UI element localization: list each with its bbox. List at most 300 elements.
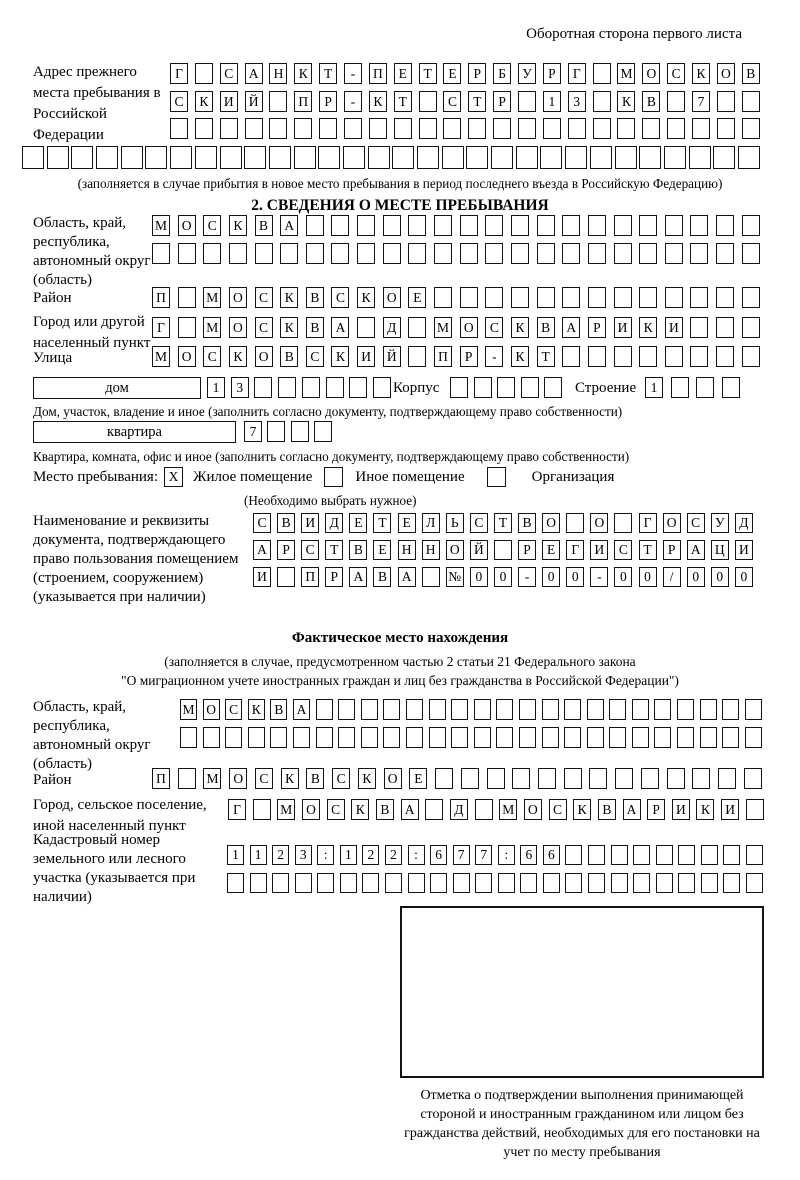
char-cell — [587, 699, 604, 720]
char-cell: О — [524, 799, 542, 820]
char-cell: К — [639, 317, 657, 338]
char-cell — [425, 799, 443, 820]
char-cell: Т — [537, 346, 555, 367]
char-cell: М — [152, 215, 170, 236]
char-cell — [357, 215, 375, 236]
char-cell — [615, 146, 637, 169]
char-cell — [408, 317, 426, 338]
char-cell: Р — [543, 63, 561, 84]
char-cell: В — [642, 91, 660, 112]
char-cell: Г — [639, 513, 657, 533]
char-cell — [742, 346, 760, 367]
char-cell: : — [317, 845, 334, 865]
char-cell: В — [255, 215, 273, 236]
char-cell: Ь — [446, 513, 464, 533]
char-cell: Д — [325, 513, 343, 533]
char-cell — [435, 768, 453, 789]
char-cell — [493, 118, 511, 139]
char-cell — [369, 118, 387, 139]
char-cell: 3 — [295, 845, 312, 865]
char-cell — [474, 377, 492, 398]
char-cell — [338, 699, 355, 720]
char-cell — [654, 727, 671, 748]
char-cell — [361, 699, 378, 720]
char-cell: С — [255, 768, 273, 789]
char-cell: 0 — [566, 567, 584, 587]
char-cell — [408, 346, 426, 367]
char-cell — [639, 215, 657, 236]
char-cell: Р — [588, 317, 606, 338]
char-cell: О — [229, 287, 247, 308]
char-cell — [306, 215, 324, 236]
char-cell: 7 — [475, 845, 492, 865]
char-cell: С — [203, 215, 221, 236]
char-cell — [742, 215, 760, 236]
char-cell — [121, 146, 143, 169]
char-cell: В — [376, 799, 394, 820]
char-cell: А — [253, 540, 271, 560]
char-cell: Т — [639, 540, 657, 560]
char-cell: С — [667, 63, 685, 84]
char-cell — [485, 243, 503, 264]
char-cell — [71, 146, 93, 169]
stay-option-other-premises-checkbox — [324, 467, 343, 487]
char-cell — [383, 727, 400, 748]
char-cell: Р — [325, 567, 343, 587]
char-cell: 6 — [520, 845, 537, 865]
char-cell: У — [518, 63, 536, 84]
char-cell — [361, 727, 378, 748]
char-cell: Е — [443, 63, 461, 84]
char-cell — [745, 699, 762, 720]
char-cell — [593, 91, 611, 112]
stroenie-label: Строение — [575, 380, 637, 396]
char-cell — [518, 91, 536, 112]
stroenie-row — [645, 377, 740, 398]
char-cell: Д — [450, 799, 468, 820]
char-cell — [543, 118, 561, 139]
char-cell — [96, 146, 118, 169]
house-type-box: дом — [33, 377, 201, 399]
char-cell: О — [178, 346, 196, 367]
actual-location-note-2: "О миграционном учете иностранных граждан и лиц без гражданства в Российской Федерации") — [121, 673, 679, 688]
char-cell: Р — [468, 63, 486, 84]
char-cell: К — [294, 63, 312, 84]
char-cell — [269, 91, 287, 112]
char-cell — [722, 377, 740, 398]
char-cell — [316, 727, 333, 748]
char-cell — [394, 118, 412, 139]
char-cell: П — [434, 346, 452, 367]
char-cell — [434, 215, 452, 236]
region-label: Область, край, республика, автономный округ (область) — [33, 215, 151, 288]
char-cell — [742, 287, 760, 308]
char-cell: О — [229, 768, 247, 789]
char-cell — [722, 727, 739, 748]
char-cell: № — [446, 567, 464, 587]
char-cell: - — [485, 346, 503, 367]
char-cell — [609, 727, 626, 748]
char-cell — [408, 215, 426, 236]
char-cell — [565, 146, 587, 169]
char-cell: Е — [394, 63, 412, 84]
char-cell — [614, 243, 632, 264]
char-cell: О — [717, 63, 735, 84]
korpus-row — [450, 377, 562, 398]
char-cell: О — [446, 540, 464, 560]
char-cell: К — [248, 699, 265, 720]
char-cell: О — [302, 799, 320, 820]
char-cell — [746, 799, 764, 820]
char-cell — [518, 118, 536, 139]
char-cell — [269, 118, 287, 139]
char-cell — [742, 91, 760, 112]
char-cell — [450, 377, 468, 398]
cadastral-row-2 — [227, 873, 763, 893]
char-cell: К — [280, 317, 298, 338]
char-cell: К — [281, 768, 299, 789]
char-cell: 2 — [385, 845, 402, 865]
char-cell: Н — [269, 63, 287, 84]
char-cell — [178, 317, 196, 338]
char-cell — [690, 243, 708, 264]
char-cell — [716, 317, 734, 338]
char-cell: К — [195, 91, 213, 112]
char-cell — [180, 727, 197, 748]
char-cell — [716, 287, 734, 308]
char-cell — [511, 287, 529, 308]
house-number-row — [207, 377, 391, 398]
char-cell: Е — [542, 540, 560, 560]
char-cell: М — [180, 699, 197, 720]
char-cell — [692, 768, 710, 789]
char-cell — [614, 287, 632, 308]
char-cell — [383, 699, 400, 720]
prev-address-row-1 — [170, 63, 760, 84]
char-cell — [254, 377, 272, 398]
char-cell: Р — [493, 91, 511, 112]
char-cell — [434, 287, 452, 308]
char-cell — [443, 118, 461, 139]
char-cell: М — [203, 317, 221, 338]
house-note: Дом, участок, владение и иное (заполнить согласно документу, подтверждающему право собственности) — [33, 404, 623, 419]
char-cell — [331, 243, 349, 264]
street-row — [152, 346, 760, 367]
prev-address-label: Адрес прежнего места пребывания в Российской Федерации — [33, 64, 161, 143]
char-cell — [485, 215, 503, 236]
char-cell: 0 — [542, 567, 560, 587]
char-cell: 3 — [231, 377, 249, 398]
char-cell: С — [253, 513, 271, 533]
char-cell — [617, 118, 635, 139]
char-cell — [383, 243, 401, 264]
char-cell: Г — [170, 63, 188, 84]
char-cell — [564, 699, 581, 720]
char-cell — [368, 146, 390, 169]
char-cell — [639, 346, 657, 367]
char-cell — [671, 377, 689, 398]
char-cell — [319, 118, 337, 139]
char-cell: Р — [518, 540, 536, 560]
char-cell — [746, 845, 763, 865]
char-cell: С — [687, 513, 705, 533]
char-cell: - — [344, 91, 362, 112]
char-cell — [701, 873, 718, 893]
char-cell: А — [398, 567, 416, 587]
char-cell: И — [721, 799, 739, 820]
char-cell — [178, 287, 196, 308]
char-cell — [429, 727, 446, 748]
char-cell: Д — [383, 317, 401, 338]
char-cell — [614, 215, 632, 236]
char-cell — [587, 727, 604, 748]
char-cell — [331, 215, 349, 236]
char-cell: А — [623, 799, 641, 820]
char-cell: И — [357, 346, 375, 367]
char-cell: И — [735, 540, 753, 560]
char-cell — [742, 118, 760, 139]
char-cell — [340, 873, 357, 893]
char-cell — [696, 377, 714, 398]
char-cell: С — [331, 287, 349, 308]
char-cell — [373, 377, 391, 398]
street-label: Улица — [33, 350, 73, 366]
char-cell — [487, 768, 505, 789]
prev-address-row-3 — [170, 118, 760, 139]
char-cell — [385, 873, 402, 893]
char-cell — [220, 118, 238, 139]
char-cell — [453, 873, 470, 893]
char-cell: В — [742, 63, 760, 84]
char-cell: 7 — [244, 421, 262, 442]
char-cell — [512, 768, 530, 789]
char-cell — [717, 91, 735, 112]
char-cell — [419, 91, 437, 112]
char-cell — [690, 287, 708, 308]
char-cell — [229, 243, 247, 264]
char-cell — [434, 243, 452, 264]
char-cell — [294, 146, 316, 169]
char-cell — [145, 146, 167, 169]
char-cell — [430, 873, 447, 893]
actual-region-row-2 — [180, 727, 762, 748]
char-cell: К — [511, 346, 529, 367]
char-cell: П — [152, 287, 170, 308]
char-cell — [419, 118, 437, 139]
char-cell — [562, 287, 580, 308]
char-cell — [338, 727, 355, 748]
char-cell: К — [511, 317, 529, 338]
char-cell: И — [614, 317, 632, 338]
char-cell — [639, 287, 657, 308]
char-cell — [588, 287, 606, 308]
char-cell — [678, 873, 695, 893]
char-cell — [565, 873, 582, 893]
char-cell: К — [696, 799, 714, 820]
char-cell: П — [152, 768, 170, 789]
stay-option-organization-checkbox — [487, 467, 506, 487]
char-cell — [227, 873, 244, 893]
char-cell — [588, 215, 606, 236]
char-cell: У — [711, 513, 729, 533]
char-cell: В — [306, 768, 324, 789]
char-cell — [422, 567, 440, 587]
char-cell: Р — [460, 346, 478, 367]
char-cell — [718, 768, 736, 789]
char-cell — [590, 146, 612, 169]
char-cell — [690, 317, 708, 338]
char-cell — [344, 118, 362, 139]
char-cell: С — [225, 699, 242, 720]
char-cell: И — [665, 317, 683, 338]
char-cell: С — [549, 799, 567, 820]
char-cell — [466, 146, 488, 169]
char-cell: Н — [422, 540, 440, 560]
korpus-label: Корпус — [393, 380, 440, 396]
char-cell — [195, 146, 217, 169]
char-cell — [475, 873, 492, 893]
char-cell — [722, 699, 739, 720]
char-cell: С — [306, 346, 324, 367]
char-cell — [723, 873, 740, 893]
char-cell: 0 — [711, 567, 729, 587]
char-cell — [614, 346, 632, 367]
char-cell: О — [255, 346, 273, 367]
char-cell — [566, 513, 584, 533]
char-cell: Р — [647, 799, 665, 820]
char-cell — [520, 873, 537, 893]
char-cell: С — [301, 540, 319, 560]
stay-option-organization-label: Организация — [531, 468, 615, 485]
char-cell — [589, 768, 607, 789]
char-cell — [255, 243, 273, 264]
char-cell — [357, 317, 375, 338]
char-cell: 7 — [453, 845, 470, 865]
stay-type-row — [33, 467, 614, 487]
char-cell: К — [357, 287, 375, 308]
char-cell — [306, 243, 324, 264]
char-cell: 1 — [227, 845, 244, 865]
char-cell — [656, 873, 673, 893]
char-cell — [564, 727, 581, 748]
char-cell: М — [617, 63, 635, 84]
char-cell — [343, 146, 365, 169]
char-cell — [291, 421, 309, 442]
char-cell — [690, 346, 708, 367]
char-cell: А — [401, 799, 419, 820]
char-cell — [170, 146, 192, 169]
char-cell — [611, 845, 628, 865]
char-cell — [295, 873, 312, 893]
char-cell — [280, 243, 298, 264]
char-cell — [639, 243, 657, 264]
stay-type-label: Место пребывания: — [33, 468, 158, 485]
char-cell — [593, 63, 611, 84]
char-cell: К — [358, 768, 376, 789]
apartment-note: Квартира, комната, офис и иное (заполнить согласно документу, подтверждающему право собственности) — [33, 449, 630, 464]
char-cell — [429, 699, 446, 720]
char-cell — [742, 243, 760, 264]
char-cell: О — [663, 513, 681, 533]
apartment-number-row — [244, 421, 332, 442]
char-cell: И — [301, 513, 319, 533]
char-cell — [723, 845, 740, 865]
char-cell — [442, 146, 464, 169]
char-cell — [538, 768, 556, 789]
char-cell — [392, 146, 414, 169]
char-cell — [383, 215, 401, 236]
char-cell — [357, 243, 375, 264]
stay-type-note: (Необходимо выбрать нужное) — [244, 493, 417, 508]
char-cell: М — [434, 317, 452, 338]
char-cell: А — [349, 567, 367, 587]
char-cell: И — [672, 799, 690, 820]
char-cell — [451, 727, 468, 748]
char-cell: 1 — [543, 91, 561, 112]
char-cell — [633, 845, 650, 865]
char-cell — [564, 768, 582, 789]
char-cell — [178, 768, 196, 789]
char-cell: П — [294, 91, 312, 112]
char-cell: К — [229, 215, 247, 236]
char-cell — [316, 699, 333, 720]
char-cell — [220, 146, 242, 169]
char-cell: 3 — [568, 91, 586, 112]
char-cell — [717, 118, 735, 139]
char-cell: К — [351, 799, 369, 820]
char-cell: С — [203, 346, 221, 367]
char-cell — [195, 63, 213, 84]
char-cell: В — [306, 287, 324, 308]
char-cell — [713, 146, 735, 169]
char-cell — [272, 873, 289, 893]
region-row-2 — [152, 243, 760, 264]
char-cell — [742, 317, 760, 338]
char-cell — [47, 146, 69, 169]
char-cell — [225, 727, 242, 748]
char-cell: О — [460, 317, 478, 338]
stay-option-residential-checkbox: X — [164, 467, 183, 487]
char-cell — [665, 243, 683, 264]
char-cell: О — [542, 513, 560, 533]
char-cell: Т — [394, 91, 412, 112]
prev-address-note: (заполняется в случае прибытия в новое место пребывания в период последнего въезда в Российскую Федерацию) — [77, 176, 723, 191]
prev-address-row-4 — [22, 146, 760, 169]
char-cell — [639, 146, 661, 169]
char-cell — [689, 146, 711, 169]
char-cell — [278, 377, 296, 398]
char-cell: К — [617, 91, 635, 112]
page-header-note: Оборотная сторона первого листа — [526, 26, 742, 42]
char-cell: М — [203, 287, 221, 308]
char-cell: С — [470, 513, 488, 533]
char-cell — [562, 215, 580, 236]
char-cell: А — [245, 63, 263, 84]
city-row — [152, 317, 760, 338]
char-cell: 0 — [735, 567, 753, 587]
char-cell — [318, 146, 340, 169]
char-cell: 0 — [687, 567, 705, 587]
char-cell — [248, 727, 265, 748]
char-cell — [716, 346, 734, 367]
char-cell: 2 — [362, 845, 379, 865]
char-cell: В — [518, 513, 536, 533]
char-cell: И — [590, 540, 608, 560]
char-cell — [537, 287, 555, 308]
char-cell: - — [590, 567, 608, 587]
char-cell — [417, 146, 439, 169]
char-cell — [642, 118, 660, 139]
